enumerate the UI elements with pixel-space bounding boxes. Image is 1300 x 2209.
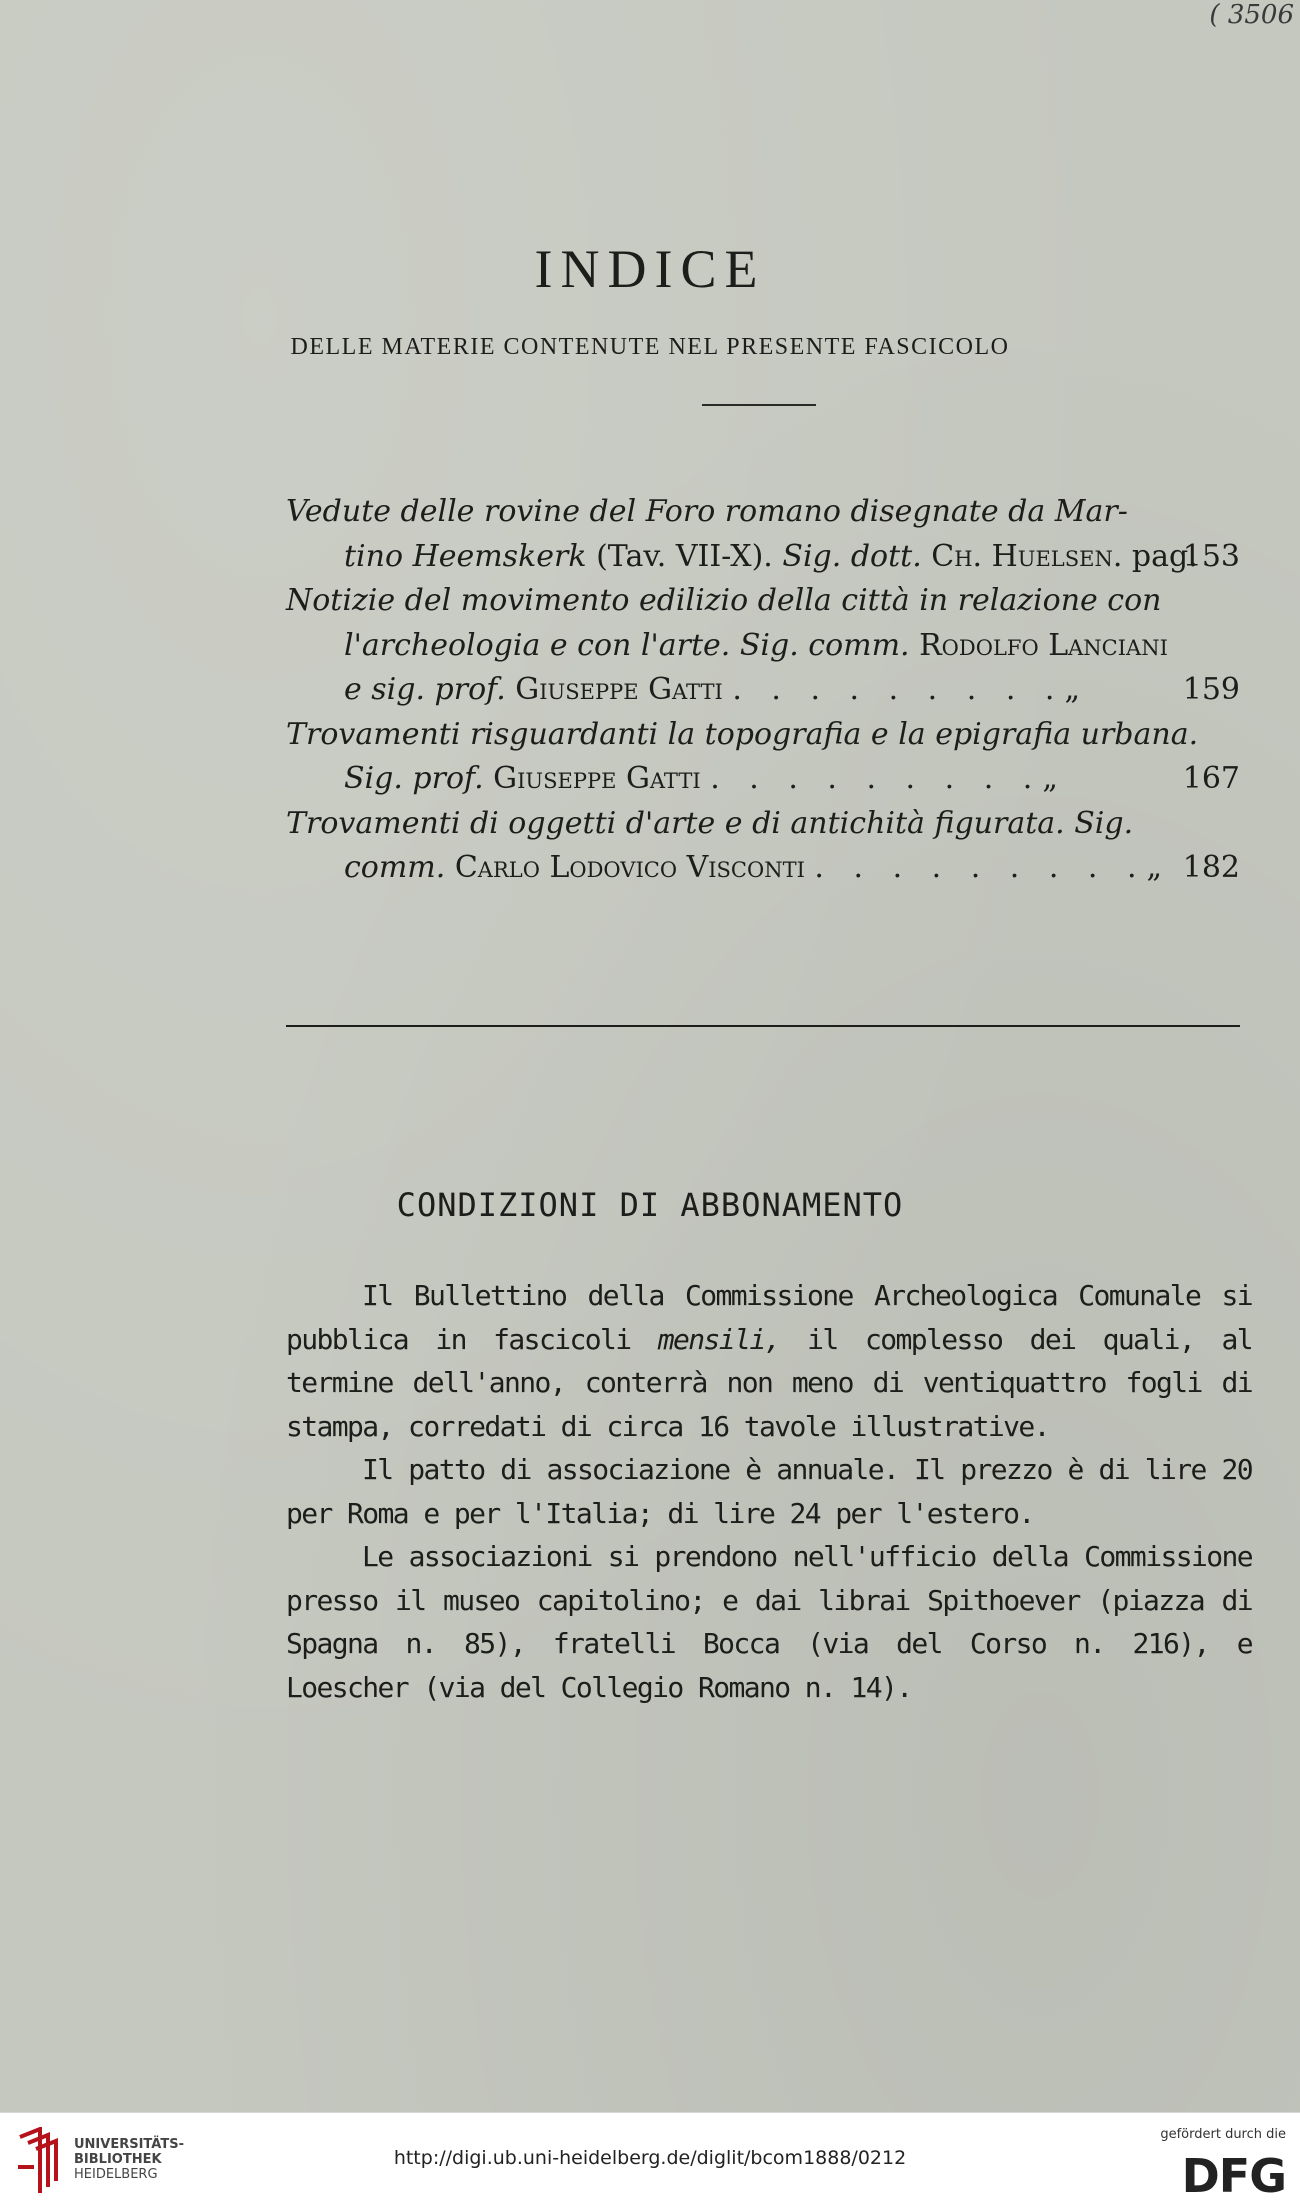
toc-entry-3-line-1: Trovamenti risguardanti la topografia e la epigrafia urbana.: [286, 716, 1199, 752]
toc-entry-1-line-2: tino Heemskerk (Tav. VII-X). Sig. dott. Ch. Huelsen. pag. 153: [286, 535, 1240, 580]
toc-page-number: 167: [1182, 761, 1240, 796]
title-divider: [702, 404, 816, 406]
paragraph-1: Il Bullettino della Commissione Archeologica Comunale si pubblica in fascicoli mensili, il complesso dei quali, al termine dell'anno, conterrà non meno di ventiquattro fogli di stampa, corredati di circa 16 tavole illustrative.: [286, 1279, 1252, 1443]
paragraph-2: Il patto di associazione è annuale. Il prezzo è di lire 20 per Roma e per l'Italia; di lire 24 per l'estero.: [286, 1453, 1252, 1530]
toc-page-number: 159: [1182, 672, 1240, 707]
toc-entry-1-line-1: Vedute delle rovine del Foro romano disegnate da Mar-: [286, 494, 1128, 529]
subscription-conditions: [286, 1274, 1252, 1709]
toc-entry-2-line-1: Notizie del movimento edilizio della città in relazione con: [286, 583, 1162, 618]
section-divider: [286, 1025, 1240, 1027]
section-heading: CONDIZIONI DI ABBONAMENTO: [396, 1186, 904, 1224]
paragraph-3: Le associazioni si prendono nell'ufficio della Commissione presso il museo capitolino; e dai librai Spithoever (piazza di Spagna n. 85), fratelli Bocca (via del Corso n. 216), e Loescher (via del Collegio Romano n. 14).: [286, 1540, 1252, 1704]
table-of-contents: [286, 490, 1240, 891]
viewer-footer: [0, 2112, 1300, 2209]
university-library-name: UNIVERSITÄTS- BIBLIOTHEK HEIDELBERG: [74, 2137, 184, 2182]
permalink-url[interactable]: http://digi.ub.uni-heidelberg.de/diglit/bcom1888/0212: [393, 2147, 907, 2169]
dfg-logo[interactable]: DFG: [1181, 2149, 1286, 2203]
page-subtitle: DELLE MATERIE CONTENUTE NEL PRESENTE FASCICOLO: [290, 334, 1010, 360]
toc-entry-2-line-2: l'archeologia e con l'arte. Sig. comm. Rodolfo Lanciani: [344, 627, 1168, 663]
page-title: INDICE: [534, 239, 766, 299]
toc-page-number: 153: [1182, 538, 1240, 574]
toc-page-number: 182: [1182, 850, 1240, 885]
handwritten-shelf-mark: ( 3506: [1209, 0, 1294, 30]
toc-entry-4-line-1: Trovamenti di oggetti d'arte e di antichità figurata. Sig.: [286, 805, 1134, 841]
toc-entry-4-line-2: comm. Carlo Lodovico Visconti . . . . . . . . .„ 182: [286, 846, 1240, 891]
toc-entry-2-line-3: e sig. prof. Giuseppe Gatti . . . . . . . . .„ 159: [286, 668, 1240, 713]
toc-entry-3-line-2: Sig. prof. Giuseppe Gatti . . . . . . . . .„ 167: [286, 757, 1240, 802]
funder-label: gefördert durch die: [1160, 2127, 1286, 2142]
